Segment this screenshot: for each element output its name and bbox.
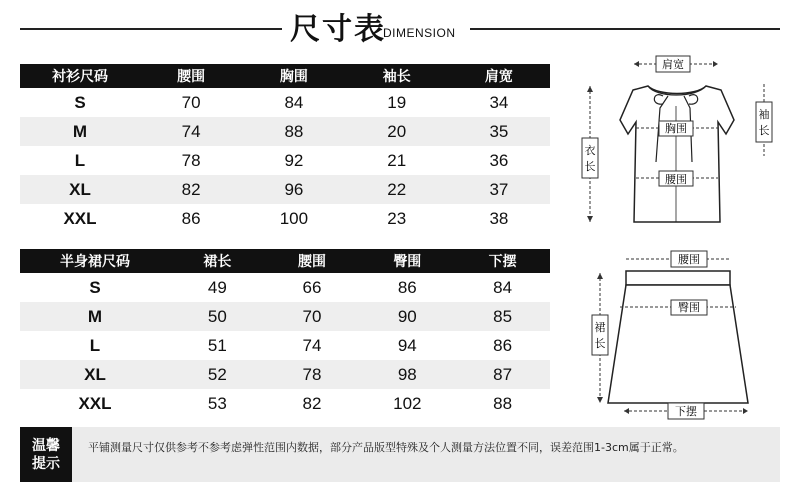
- table-cell: 78: [265, 360, 360, 389]
- sleeve-char-1: 袖: [758, 108, 770, 121]
- skirt-size-table: [20, 249, 550, 418]
- table-cell: 38: [489, 208, 509, 228]
- column-header: 裙长: [170, 249, 265, 273]
- length-char-2: 长: [584, 160, 596, 173]
- table-cell: 98: [359, 360, 455, 389]
- table-cell: 94: [397, 335, 417, 355]
- table-row: [20, 273, 550, 302]
- table-cell: M: [20, 302, 170, 331]
- table-cell: 82: [302, 393, 322, 413]
- table-cell: 90: [359, 302, 455, 331]
- table-cell: 35: [448, 117, 550, 146]
- table-cell: 20: [346, 117, 448, 146]
- table-cell: 85: [455, 302, 550, 331]
- table-cell: 78: [181, 150, 201, 170]
- page-subtitle: DIMENSION: [383, 26, 456, 40]
- column-header: 腰围: [140, 64, 242, 88]
- table-cell: 92: [284, 150, 304, 170]
- note-box: [20, 427, 780, 482]
- table-cell: 87: [455, 360, 550, 389]
- note-label-text: 温馨提示: [32, 437, 60, 472]
- table-cell: L: [89, 335, 101, 355]
- header-line-left: [20, 28, 282, 30]
- table-cell: 52: [170, 360, 265, 389]
- table-cell: S: [74, 92, 86, 112]
- table-cell: 88: [242, 117, 346, 146]
- table-cell: 70: [181, 92, 201, 112]
- column-header: 肩宽: [448, 64, 550, 88]
- table-row: [20, 204, 550, 233]
- column-header: 臀围: [359, 249, 455, 273]
- table-cell: 82: [140, 175, 242, 204]
- table-cell: 84: [493, 277, 513, 297]
- table-cell: XXL: [78, 393, 112, 413]
- page-title: 尺寸表: [290, 12, 386, 47]
- sleeve-char-2: 长: [758, 124, 770, 137]
- table-cell: XL: [20, 360, 170, 389]
- table-cell: 84: [284, 92, 304, 112]
- table-cell: XXL: [63, 208, 97, 228]
- skirt-table-header: [20, 249, 550, 273]
- table-cell: 37: [448, 175, 550, 204]
- table-cell: 70: [265, 302, 360, 331]
- table-cell: 86: [181, 208, 201, 228]
- table-cell: 88: [493, 393, 513, 413]
- table-cell: 100: [279, 208, 309, 228]
- table-cell: 34: [489, 92, 509, 112]
- table-cell: 36: [489, 150, 509, 170]
- table-cell: 86: [493, 335, 513, 355]
- table-row: [20, 88, 550, 117]
- skirt-waist-label: 腰围: [678, 253, 700, 266]
- table-cell: 74: [302, 335, 322, 355]
- table-row: [20, 175, 550, 204]
- column-header: 袖长: [346, 64, 448, 88]
- table-cell: 96: [242, 175, 346, 204]
- shirt-table-header: [20, 64, 550, 88]
- table-cell: 86: [397, 277, 417, 297]
- note-text: 平铺测量尺寸仅供参考不参考虑弹性范围内数据，部分产品版型特殊及个人测量方法位置不同，误差范围1-3cm属于正常。: [88, 441, 684, 454]
- skirt-hem-label: 下摆: [675, 405, 697, 418]
- table-cell: S: [89, 277, 101, 297]
- column-header: 衬衫尺码: [20, 64, 140, 88]
- shirt-diagram: [568, 50, 783, 232]
- skirt-length-char-2: 长: [594, 337, 606, 350]
- shirt-size-table: [20, 64, 550, 233]
- table-cell: XL: [20, 175, 140, 204]
- table-cell: L: [74, 150, 86, 170]
- note-label: [20, 427, 72, 482]
- table-row: [20, 331, 550, 360]
- column-header: 腰围: [265, 249, 360, 273]
- waist-label: 腰围: [665, 173, 687, 186]
- table-cell: 102: [393, 393, 422, 413]
- table-cell: 19: [387, 92, 407, 112]
- table-row: [20, 360, 550, 389]
- chest-label: 胸围: [665, 122, 687, 135]
- table-row: [20, 146, 550, 175]
- skirt-hip-label: 臀围: [678, 301, 700, 314]
- table-cell: 74: [140, 117, 242, 146]
- table-row: [20, 302, 550, 331]
- table-cell: 50: [170, 302, 265, 331]
- table-row: [20, 117, 550, 146]
- table-cell: 23: [387, 208, 407, 228]
- table-row: [20, 389, 550, 418]
- header-line-right: [470, 28, 780, 30]
- column-header: 半身裙尺码: [20, 249, 170, 273]
- skirt-length-char-1: 裙: [594, 321, 606, 334]
- table-cell: 66: [302, 277, 322, 297]
- length-char-1: 衣: [584, 144, 596, 157]
- table-cell: 51: [207, 335, 227, 355]
- table-cell: M: [20, 117, 140, 146]
- column-header: 下摆: [455, 249, 550, 273]
- table-cell: 21: [387, 150, 407, 170]
- table-cell: 22: [346, 175, 448, 204]
- table-cell: 49: [207, 277, 227, 297]
- skirt-diagram: [578, 245, 783, 423]
- shoulder-label: 肩宽: [662, 58, 684, 71]
- table-cell: 53: [207, 393, 227, 413]
- column-header: 胸围: [242, 64, 346, 88]
